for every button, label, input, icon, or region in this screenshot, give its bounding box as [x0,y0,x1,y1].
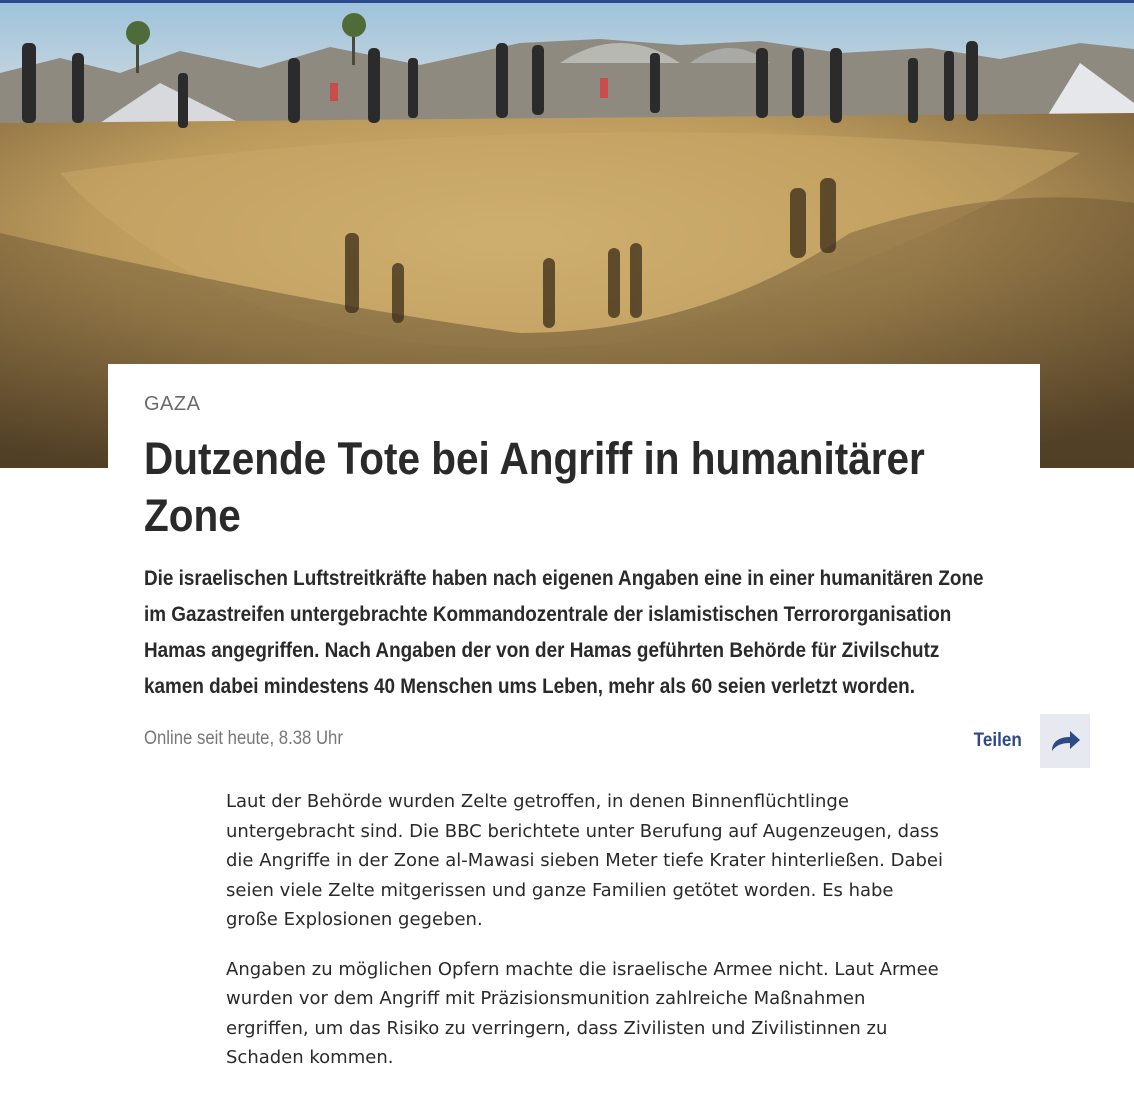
share-button[interactable] [971,714,1091,768]
article-headline: Dutzende Tote bei Angriff in humanitärer Zone [144,433,925,541]
publish-timestamp: Online seit heute, 8.38 Uhr [144,728,343,749]
article-kicker: GAZA [144,393,201,415]
body-paragraph: Laut der Behörde wurden Zelte getroffen, in denen Binnenflüchtlinge untergebracht sind. Die BBC berichtete unter Berufung auf Augenzeugen, dass die Angriffe in der Zone al-Mawasi sieben Meter tiefe Krater hinterließen. Dabei seien viele Zelte mitgerissen und ganze Familien getötet worden. Es habe große Explosionen gegeben. [226,791,943,930]
share-arrow-icon [1040,714,1090,768]
article-lead: Die israelischen Luftstreitkräfte haben nach eigenen Angaben eine in einer humanitären Zone im Gazastreifen untergebrachte Kommandozentrale der islamistischen Terrororganisation Hamas angegriffen. Nach Angaben der von der Hamas geführten Behörde für Zivilschutz kamen dabei mindestens 40 Menschen ums Leben, mehr als 60 seien verletzt worden. [144,567,984,698]
article-body [226,787,946,1093]
share-label: Teilen [973,730,1022,751]
article-meta-row [144,714,1090,768]
body-paragraph: Angaben zu möglichen Opfern machte die israelische Armee nicht. Laut Armee wurden vor dem Angriff mit Präzisionsmunition zahlreiche Maßnahmen ergriffen, um das Risiko zu verringern, dass Zivilisten und Zivilistinnen zu Schaden kommen. [226,958,939,1068]
